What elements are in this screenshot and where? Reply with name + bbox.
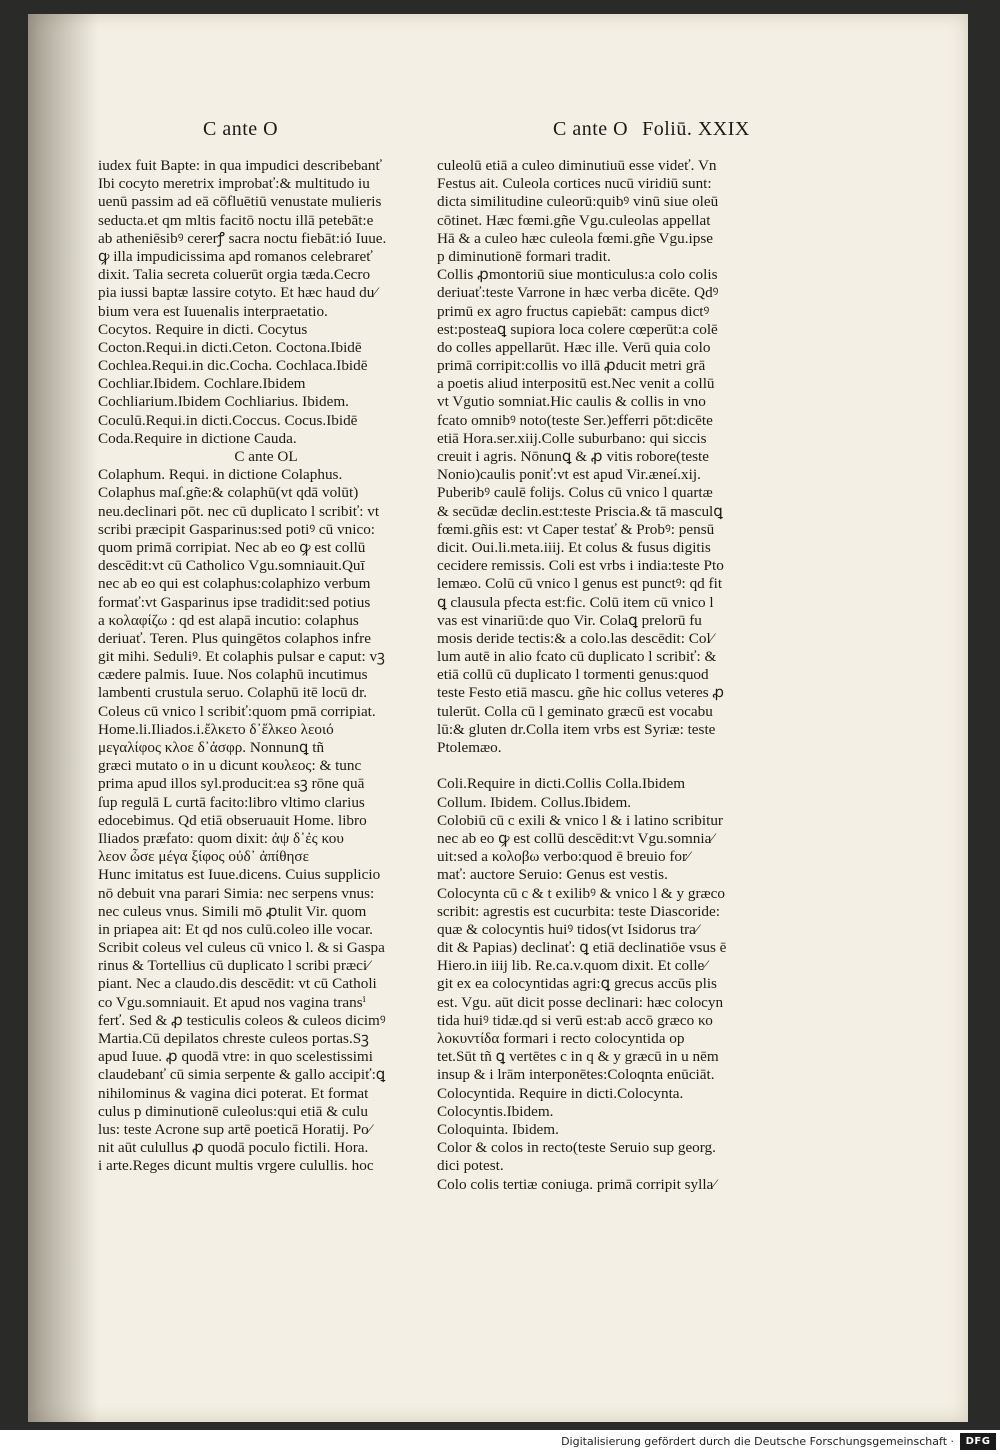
text-line: co Vgu.somniauit. Et apud nos vagina transⁱ [98,993,366,1011]
text-line: C ante OL [234,448,298,465]
text-line: dit & Papias) declinať: ꝗ etiā declinatiōe vsus ē [437,939,727,957]
text-line: dixit. Talia secreta coluerūt orgia tæda.Cecro [98,266,371,284]
text-line: tulerūt. Colla cū l geminato græcū est vocabu [437,702,713,720]
text-line: lambenti crustula seruo. Colaphū itē locū dr. [98,684,368,702]
text-line: etiā Hora.ser.xiij.Colle suburbano: qui siccis [437,429,707,447]
text-line: Iliados præfato: quom dixit: ἀψ δ᾽ἐς κου [98,829,344,847]
text-line: dici potest. [437,1157,504,1175]
text-line: lū:& gluten dr.Colla item vrbs est Syriæ: teste [437,720,716,738]
text-line: uit:sed a κολοβω verbo:quod ē breuio for⁄ [437,848,690,866]
text-line: nihilominus & vagina dici poterat. Et format [98,1084,369,1102]
text-line: vas est vinariū:de quo Vir. Colaꝗ prelorū fu [437,611,702,629]
text-line: lemæo. Colū cū vnico l genus est punctꝰ: qd fit [437,575,723,593]
text-line: Color & colos in recto(teste Seruio sup georg. [437,1139,716,1157]
text-line: p diminutionē formari tradit. [437,247,611,265]
text-line: Colocynta cū c & t exilibꝰ & vnico l & y græco [437,884,725,902]
text-line: claudebanť cū simia serpente & gallo accipiť:ꝗ [98,1066,386,1084]
text-line: tet.Sūt tñ ꝗ vertētes c in q & y græcū in u nēm [437,1048,719,1066]
text-line [437,757,791,775]
text-line: Colaphum. Requi. in dictione Colaphus. [98,466,343,484]
text-line: Cocton.Requi.in dicti.Ceton. Coctona.Ibidē [98,338,362,356]
right-text-column [437,157,791,1194]
text-line: Puberibꝰ caulē folijs. Colus cū vnico l quartæ [437,484,713,502]
text-line: deriuať:teste Varrone in hæc verba dicēte. Qdꝰ [437,284,719,302]
text-line: vt Vgutio somniat.Hic caulis & collis in vno [437,393,706,411]
text-line: Hā & a culeo hæc culeola fœmi.gñe Vgu.ipse [437,229,713,247]
text-line: prima apud illos syl.producit:ea sꝫ rōne quā [98,775,365,793]
text-line: est:posteaꝗ supiora loca colere cœperūt:a colē [437,320,718,338]
digitization-footer [0,1430,1000,1454]
text-line: quæ & colocyntis huiꝰ tidos(vt Isidorus tra⁄ [437,920,699,938]
text-line: i arte.Reges dicunt multis vrgere culullis. hoc [98,1157,374,1175]
text-line: λοκυντίδα formari i recto colocyntida op [437,1030,685,1047]
running-head-left: C ante O [203,118,279,140]
text-line: Cocytos. Require in dicti. Cocytus [98,320,308,338]
text-line: insup & i lrām interponētes:Coloqnta enūciāt. [437,1066,715,1084]
text-line: Colocyntis.Ibidem. [437,1102,554,1120]
text-line: Colocyntida. Require in dicti.Colocynta. [437,1084,684,1102]
text-line: Festus ait. Culeola cortices nucū viridiū sunt: [437,175,712,193]
text-line: mať: auctore Seruio: Genus est vestis. [437,866,668,884]
funding-credit: Digitalisierung gefördert durch die Deutsche Forschungsgemeinschaft · [561,1435,954,1448]
text-line: descēdit:vt cū Catholico Vgu.somniauit.Quī [98,557,365,575]
text-line: piant. Nec a claudo.dis descēdit: vt cū Catholi [98,975,377,993]
text-line: lus: teste Acrone sup artē poeticā Horatij. Po⁄ [98,1120,372,1138]
text-line: fœmi.gñis est: vt Caper testať & Probꝰ: pensū [437,520,715,538]
text-line: ſup regulā L curtā facito:libro vltimo clarius [98,793,365,811]
left-text-column [98,157,434,1176]
text-line: fcato omnibꝰ noto(teste Ser.)efferri pōt:dicēte [437,411,713,429]
text-line: Home.li.Iliados.i.ἔλκετο δ᾽ἕλκεο λεοιό [98,720,334,738]
text-line: Ptolemæo. [437,739,502,756]
text-line: Colo colis tertiæ coniuga. primā corripit sylla⁄ [437,1175,716,1193]
text-line: nec ab eo qui est colaphus:colaphizo verbum [98,575,371,593]
text-line: etiā collū cū duplicato l tormenti genus:quod [437,666,709,684]
text-line: Colaphus maſ.gñe:& colaphū(vt qdā volūt) [98,484,359,502]
text-line: deriuať. Teren. Plus quingētos colaphos infre [98,629,371,647]
text-line: Coleus cū vnico l scribiť:quom pmā corripiat. [98,702,376,720]
text-line: ferť. Sed & ꝓ testiculis coleos & culeos dicimꝰ [98,1011,386,1029]
running-head-right-title: C ante O [553,118,629,140]
text-line: Ibi cocyto meretrix improbať:& multitudo iu [98,175,370,193]
text-line: rinus & Tortellius cū duplicato l scribi præci⁄ [98,957,370,975]
text-line: a poetis aliud interpositū est.Nec venit a collū [437,375,715,393]
text-line: primā corripit:collis vo illā ꝓducit metri grā [437,357,706,375]
text-line: pia iussi baptæ lassire cotyto. Et hæc haud du⁄ [98,284,377,302]
text-line: Collis ꝓmontoriū siue monticulus:a colo colis [437,266,718,284]
text-line: nit aūt culullus ꝓ quodā poculo fictili. Hora. [98,1139,369,1157]
dfg-logo: DFG [960,1433,996,1450]
text-line: Coculū.Requi.in dicti.Coccus. Cocus.Ibidē [98,411,358,429]
text-line: lum autē in alio fcato cū duplicato l scribiť: & [437,648,717,666]
text-line: dicit. Oui.li.meta.iiij. Et colus & fusus digitis [437,538,711,556]
text-line: a κολαφίζω : qd est alapā incutio: colaphus [98,611,359,629]
text-line: nec culeus vnus. Simili mō ꝓtulit Vir. quom [98,902,367,920]
text-line: iudex fuit Bapte: in qua impudici describebanť [98,157,383,174]
text-line: ab atheniēsibꝰ cererꝭ sacra noctu fiebāt:ió Iuue. [98,229,387,247]
text-line: Coda.Require in dictione Cauda. [98,429,297,447]
text-line: git ex ea colocyntidas agri:ꝗ grecus accūs plis [437,975,717,993]
text-line: græci mutato o in u dicunt κουλεος: & tunc [98,757,362,775]
text-line: creuit i agris. Nōnunꝗ & ꝓ vitis robore(teste [437,448,709,465]
text-line: git mihi. Seduliꝰ. Et colaphis pulsar e caput: vꝫ [98,648,385,666]
text-line: mosis deride tectis:& a colo.las descēdit: Col⁄ [437,629,714,647]
text-line: μεγαλίφος κλοε δ᾽ἀσφρ. Nonnunꝗ tñ [98,739,325,756]
text-line: Nonio)caulis poniť:vt est apud Vir.æneí.xij. [437,466,701,484]
text-line: nō debuit vna parari Simia: nec serpens vnus: [98,884,375,902]
text-line: bium vera est Iuuenalis interpraetatio. [98,302,328,320]
text-line: teste Festo etiā mascu. gñe hic collus veteres ꝓ [437,684,725,702]
text-line: culus p diminutionē culeolus:qui etiā & culu [98,1102,368,1120]
text-line: Coloquinta. Ibidem. [437,1120,559,1138]
running-head-right [553,118,750,141]
text-line: & secūdæ declin.est:teste Priscia.& tā masculꝗ [437,502,723,520]
text-line: edocebimus. Qd etiā obseruauit Home. libro [98,811,367,829]
text-line: Coli.Require in dicti.Collis Colla.Ibidem [437,775,686,793]
text-line: cecidere remissis. Coli est vrbs i india:teste Pto [437,557,724,575]
text-line: cōtinet. Hæc fœmi.gñe Vgu.culeolas appellat [437,211,711,229]
text-line: scribit: agrestis est cucurbita: teste Diascoride: [437,902,720,920]
folio-number: Foliū. XXIX [642,118,750,140]
gutter-shadow [28,14,98,1422]
text-line: neu.declinari pōt. nec cū duplicato l scribiť: vt [98,502,380,520]
text-line: quom primā corripiat. Nec ab eo ꝙ est collū [98,538,366,556]
text-line: uenū passim ad eā cōfluētiū venustate mulieris [98,193,382,211]
text-line: λεον ὦσε μέγα ξίφος οὐδ᾽ ἀπίθησε [98,848,309,866]
text-line: Martia.Cū depilatos chreste culeos portas.Sꝫ [98,1030,369,1047]
text-line: Cochliarium.Ibidem Cochliarius. Ibidem. [98,393,349,411]
text-line: cædere palmis. Iuue. Nos colaphū incutimus [98,666,368,684]
text-line: Hunc imitatus est Iuue.dicens. Cuius supplicio [98,866,381,884]
text-line: Scribit coleus vel culeus cū vnico l. & si Gaspa [98,939,385,957]
text-line: dicta similitudine culeorū:quibꝰ vinū siue oleū [437,193,719,211]
text-line: Hiero.in iiij lib. Re.ca.v.quom dixit. Et colle⁄ [437,957,707,975]
text-line: est. Vgu. aūt dicit posse declinari: hæc colocyn [437,993,724,1011]
text-line: in priapea ait: Et qd nos culū.coleo ille vocar. [98,920,373,938]
text-line: Cochliar.Ibidem. Cochlare.Ibidem [98,375,306,393]
text-line: do colles appellarūt. Hæc ille. Verū quia colo [437,338,711,356]
text-line: primū ex agro fructus capiebāt: campus dictꝰ [437,302,710,320]
text-line: scribi præcipit Gasparinus:sed potiꝰ cū vnico: [98,520,376,538]
text-line: formať:vt Gasparinus ipse tradidit:sed potius [98,593,371,611]
text-line: tida huiꝰ tidæ.qd si verū est:ab accō græco κο [437,1011,713,1029]
text-line: Cochlea.Requi.in dic.Cocha. Cochlaca.Ibidē [98,357,368,375]
text-line: Colobiū cū c exili & vnico l & i latino scribitur [437,811,723,829]
text-line: ꝙ illa impudicissima apd romanos celebrareť [98,247,373,265]
text-line: Collum. Ibidem. Collus.Ibidem. [437,793,632,811]
text-line: apud Iuue. ꝓ quodā vtre: in quo scelestissimi [98,1048,373,1066]
text-line: nec ab eo ꝙ est collū descēdit:vt Vgu.somnia⁄ [437,829,714,847]
text-line: culeolū etiā a culeo diminutiuū esse videť. Vn [437,157,717,174]
text-line: seducta.et qm mltis facitō noctu illā petebāt:e [98,211,374,229]
text-line: ꝗ clausula pfecta est:fic. Colū item cū vnico l [437,593,714,611]
